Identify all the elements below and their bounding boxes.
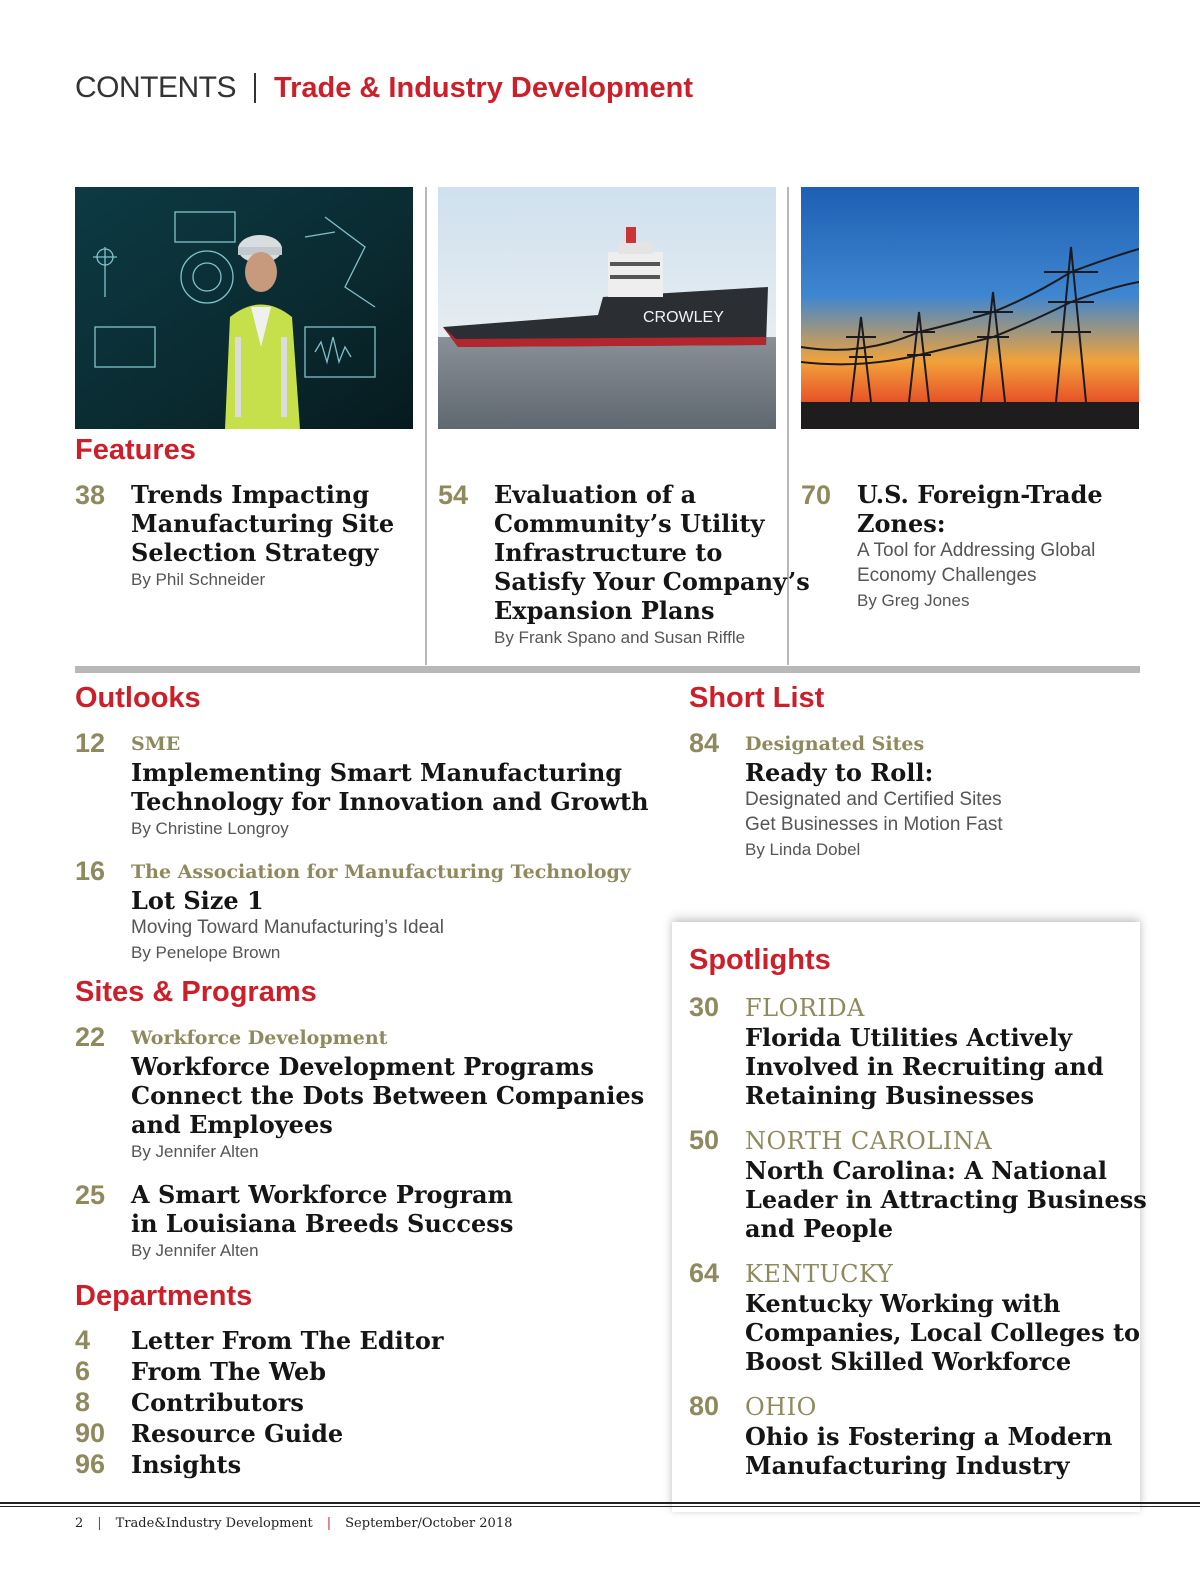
section-divider bbox=[75, 666, 1140, 673]
outlook-1-title-line: Technology for Innovation and Growth bbox=[131, 787, 649, 816]
publication-title: Trade & Industry Development bbox=[274, 71, 693, 104]
spotlight-1-title-line: Involved in Recruiting and bbox=[745, 1052, 1104, 1081]
feature-1-entry[interactable] bbox=[131, 480, 394, 592]
spotlight-2-title-line: and People bbox=[745, 1214, 893, 1243]
outlook-2-byline: By Penelope Brown bbox=[131, 943, 281, 962]
department-item[interactable] bbox=[75, 1449, 241, 1480]
sites-1-entry[interactable] bbox=[131, 1024, 644, 1164]
sites-1-title-line: and Employees bbox=[131, 1110, 333, 1139]
short-list-1-subtitle-line: Designated and Certified Sites bbox=[745, 789, 1002, 810]
ship-name: CROWLEY bbox=[643, 309, 724, 326]
feature-2-title-line: Infrastructure to bbox=[494, 538, 723, 567]
spotlight-4-entry[interactable] bbox=[745, 1392, 1112, 1480]
sites-2-page: 25 bbox=[75, 1180, 106, 1210]
department-page: 8 bbox=[75, 1387, 91, 1417]
spotlight-3-entry[interactable] bbox=[745, 1259, 1140, 1376]
feature-3-page: 70 bbox=[801, 480, 832, 510]
spotlight-1-title-line: Retaining Businesses bbox=[745, 1081, 1035, 1110]
short-list-1-page: 84 bbox=[689, 728, 720, 758]
spotlight-3-title-line: Boost Skilled Workforce bbox=[745, 1347, 1072, 1376]
department-item[interactable] bbox=[75, 1387, 304, 1418]
feature-1-title-line: Trends Impacting bbox=[131, 480, 370, 509]
department-item[interactable] bbox=[75, 1418, 343, 1449]
spotlights-heading: Spotlights bbox=[689, 944, 831, 976]
department-label: From The Web bbox=[131, 1357, 326, 1386]
feature-3-byline: By Greg Jones bbox=[857, 591, 970, 610]
short-list-1-subtitle-line: Get Businesses in Motion Fast bbox=[745, 814, 1003, 835]
department-page: 90 bbox=[75, 1418, 106, 1448]
sites-2-entry[interactable] bbox=[131, 1180, 513, 1263]
feature-1-byline: By Phil Schneider bbox=[131, 570, 266, 589]
sites-programs-heading: Sites & Programs bbox=[75, 976, 317, 1008]
short-list-1-entry[interactable] bbox=[745, 730, 1003, 862]
footer-separator: | bbox=[97, 1515, 102, 1531]
sites-1-page: 22 bbox=[75, 1022, 106, 1052]
feature-2-title-line: Evaluation of a bbox=[494, 480, 697, 509]
spotlight-2-state: NORTH CAROLINA bbox=[745, 1127, 993, 1155]
department-page: 96 bbox=[75, 1449, 106, 1479]
short-list-1-kicker: Designated Sites bbox=[745, 733, 925, 755]
department-label: Letter From The Editor bbox=[131, 1326, 444, 1355]
outlook-1-title-line: Implementing Smart Manufacturing bbox=[131, 758, 623, 787]
outlook-1-kicker: SME bbox=[131, 733, 181, 755]
spotlight-4-page: 80 bbox=[689, 1391, 720, 1421]
department-page: 6 bbox=[75, 1356, 91, 1386]
outlook-1-page: 12 bbox=[75, 728, 106, 758]
spotlight-2-title-line: Leader in Attracting Business bbox=[745, 1185, 1147, 1214]
spotlight-4-title-line: Manufacturing Industry bbox=[745, 1451, 1070, 1480]
feature-2-title-line: Community’s Utility bbox=[494, 509, 765, 538]
column-divider-1 bbox=[425, 187, 427, 665]
spotlight-1-entry[interactable] bbox=[745, 993, 1104, 1110]
sites-2-byline: By Jennifer Alten bbox=[131, 1241, 259, 1260]
sites-2-title-line: in Louisiana Breeds Success bbox=[131, 1209, 514, 1238]
department-label: Insights bbox=[131, 1450, 242, 1479]
feature-3-title-line: U.S. Foreign-Trade bbox=[857, 480, 1103, 509]
sites-2-title-line: A Smart Workforce Program bbox=[131, 1180, 513, 1209]
feature-2-entry[interactable] bbox=[494, 480, 810, 650]
feature-2-title-line: Expansion Plans bbox=[494, 596, 715, 625]
feature-3-subtitle-line: A Tool for Addressing Global bbox=[857, 540, 1096, 561]
department-page: 4 bbox=[75, 1325, 91, 1355]
spotlight-4-title-line: Ohio is Fostering a Modern bbox=[745, 1422, 1113, 1451]
feature-2-byline: By Frank Spano and Susan Riffle bbox=[494, 628, 746, 647]
department-label: Contributors bbox=[131, 1388, 304, 1417]
header-divider bbox=[254, 73, 256, 103]
contents-label: CONTENTS bbox=[75, 71, 236, 104]
spotlight-1-title-line: Florida Utilities Actively bbox=[745, 1023, 1073, 1052]
spotlight-3-state: KENTUCKY bbox=[745, 1260, 894, 1288]
page-header bbox=[75, 66, 693, 110]
department-label: Resource Guide bbox=[131, 1419, 344, 1448]
footer-page-number: 2 bbox=[75, 1515, 84, 1531]
spotlight-3-title-line: Companies, Local Colleges to bbox=[745, 1318, 1141, 1347]
spotlight-3-title-line: Kentucky Working with bbox=[745, 1289, 1061, 1318]
outlook-2-page: 16 bbox=[75, 856, 106, 886]
engineer-hologram-photo[interactable] bbox=[75, 187, 413, 429]
departments-heading: Departments bbox=[75, 1280, 253, 1312]
feature-3-entry[interactable] bbox=[857, 480, 1103, 613]
outlook-2-subtitle: Moving Toward Manufacturing’s Ideal bbox=[131, 917, 444, 938]
sites-1-kicker: Workforce Development bbox=[131, 1027, 388, 1049]
outlook-1-entry[interactable] bbox=[131, 730, 649, 841]
footer-separator: | bbox=[326, 1515, 332, 1531]
outlooks-heading: Outlooks bbox=[75, 682, 201, 714]
sites-1-title-line: Workforce Development Programs bbox=[131, 1052, 594, 1081]
short-list-heading: Short List bbox=[689, 682, 825, 714]
features-heading: Features bbox=[75, 434, 196, 466]
feature-3-title-line: Zones: bbox=[857, 509, 946, 538]
department-item[interactable] bbox=[75, 1356, 326, 1387]
outlook-2-title-line: Lot Size 1 bbox=[131, 886, 264, 915]
feature-2-page: 54 bbox=[438, 480, 469, 510]
outlook-2-kicker: The Association for Manufacturing Technology bbox=[131, 861, 631, 883]
page-footer bbox=[75, 1513, 512, 1533]
spotlight-4-state: OHIO bbox=[745, 1393, 817, 1421]
spotlight-2-title-line: North Carolina: A National bbox=[745, 1156, 1108, 1185]
sites-1-byline: By Jennifer Alten bbox=[131, 1142, 259, 1161]
spotlight-2-page: 50 bbox=[689, 1125, 720, 1155]
department-item[interactable] bbox=[75, 1325, 443, 1356]
short-list-1-byline: By Linda Dobel bbox=[745, 840, 861, 859]
spotlight-3-page: 64 bbox=[689, 1258, 720, 1288]
feature-2-title-line: Satisfy Your Company’s bbox=[494, 567, 810, 596]
feature-1-page: 38 bbox=[75, 480, 106, 510]
feature-1-title-line: Manufacturing Site bbox=[131, 509, 395, 538]
outlook-1-byline: By Christine Longroy bbox=[131, 819, 289, 838]
spotlight-1-state: FLORIDA bbox=[745, 994, 865, 1022]
feature-1-title-line: Selection Strategy bbox=[131, 538, 379, 567]
feature-3-subtitle-line: Economy Challenges bbox=[857, 565, 1037, 586]
short-list-1-title: Ready to Roll: bbox=[745, 758, 934, 787]
footer-rule bbox=[0, 1502, 1200, 1504]
footer-issue: September/October 2018 bbox=[345, 1515, 513, 1531]
spotlight-2-entry[interactable] bbox=[745, 1126, 1147, 1243]
crowley-cargo-ship-photo[interactable] bbox=[438, 187, 776, 429]
outlook-2-entry[interactable] bbox=[131, 858, 631, 965]
footer-rule bbox=[0, 1506, 1200, 1507]
footer-publication: Trade&Industry Development bbox=[115, 1515, 313, 1531]
spotlight-1-page: 30 bbox=[689, 992, 720, 1022]
sites-1-title-line: Connect the Dots Between Companies bbox=[131, 1081, 645, 1110]
power-lines-sunset-photo[interactable] bbox=[801, 187, 1139, 429]
